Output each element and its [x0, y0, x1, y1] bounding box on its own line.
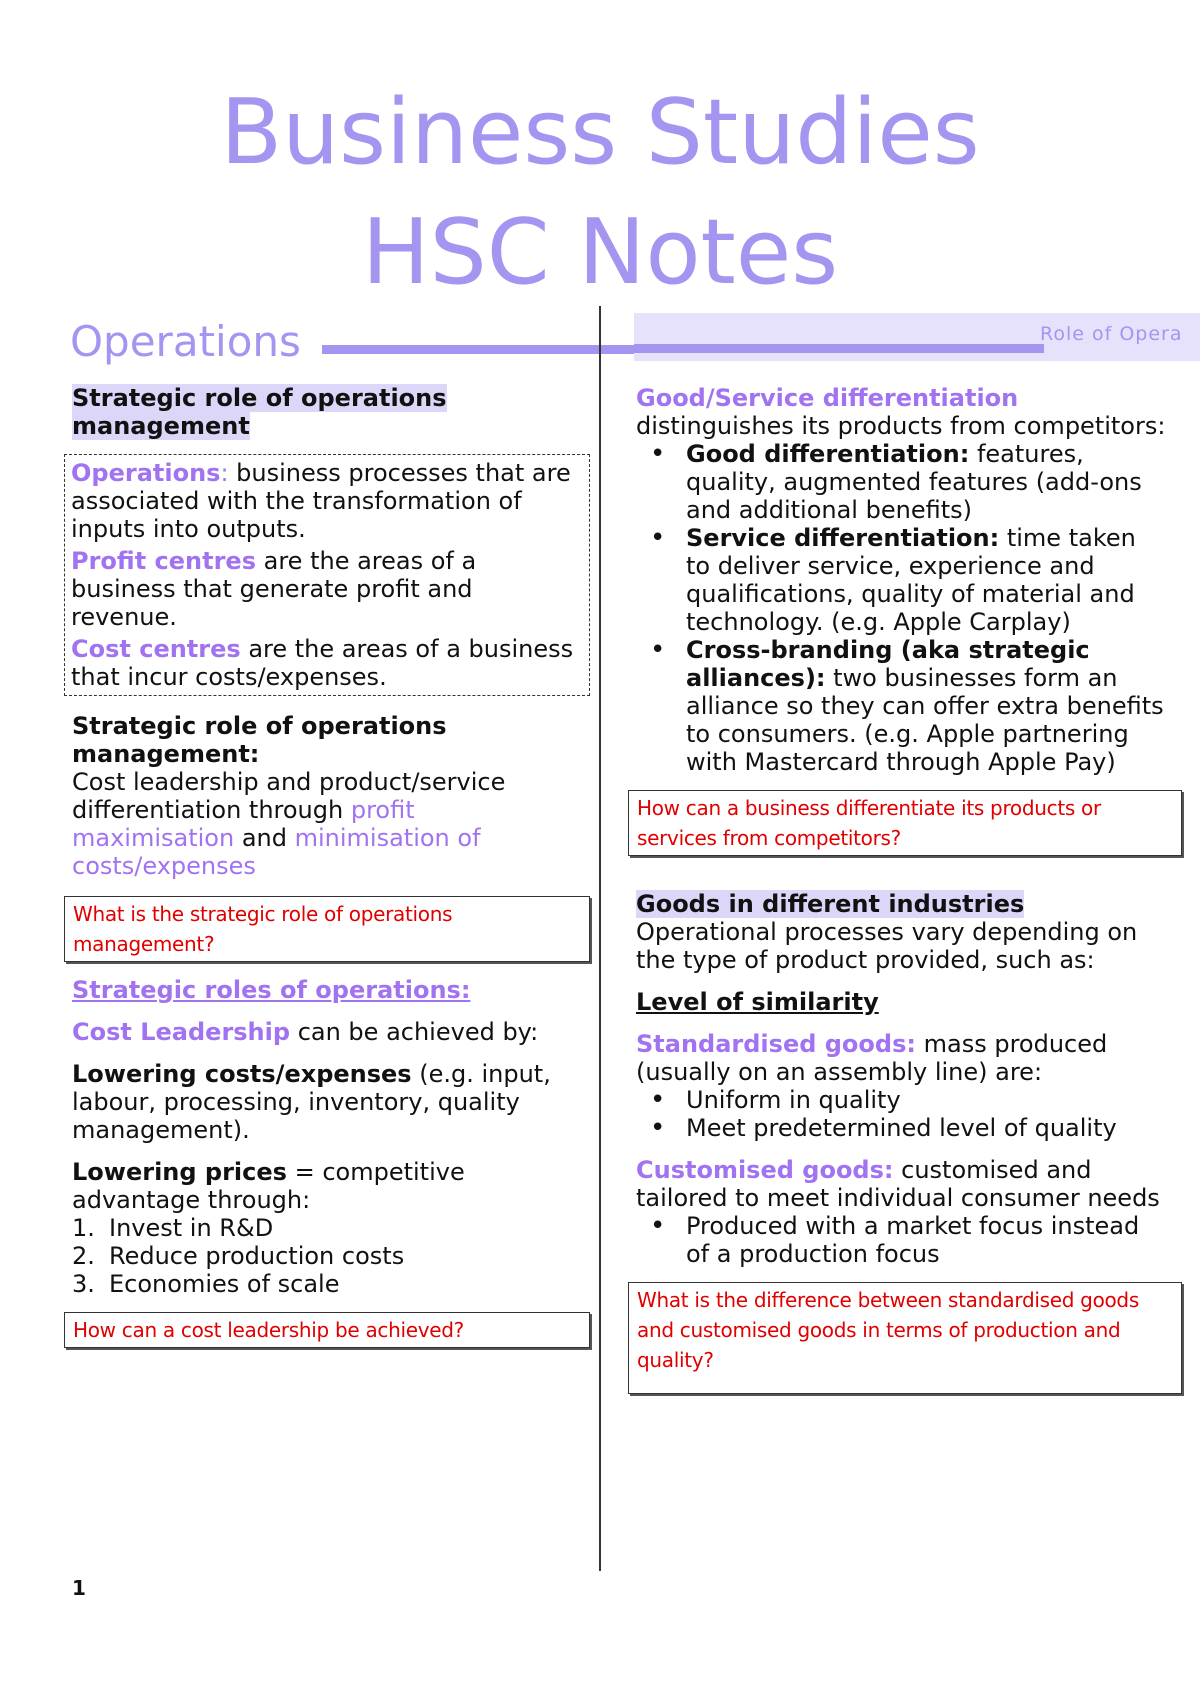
customised-list [636, 1212, 1166, 1268]
section-heading: Operations [70, 317, 301, 366]
paragraph-text: = competitive advantage through: [72, 1158, 465, 1214]
srom-text: Cost leadership and product/service differentiation through [72, 768, 506, 824]
paragraph-text: customised and tailored to meet individual consumer needs [636, 1156, 1160, 1212]
list-item-text: two businesses form an alliance so they can offer extra benefits to consumers. (e.g. Apple partnering with Mastercard through Apple Pay) [686, 664, 1164, 776]
term-cross-branding: Cross-branding (aka strategic alliances): [686, 636, 1090, 692]
srom-term-costs: minimisation of costs/expenses [72, 824, 481, 880]
differentiation-text: distinguishes its products from competitors: [636, 412, 1166, 440]
definition-text: business processes that are associated with the transformation of inputs into outputs. [71, 459, 571, 543]
list-item [72, 1214, 582, 1242]
srom-paragraph [72, 768, 582, 880]
list-item [72, 1242, 582, 1270]
question-box-2: How can a cost leadership be achieved? [64, 1312, 590, 1348]
list-item [636, 524, 1166, 636]
column-divider [599, 306, 601, 1571]
list-number: 3. [72, 1270, 95, 1298]
banner-text: Role of Opera [1040, 323, 1183, 345]
term-lowering-costs: Lowering costs/expenses [72, 1060, 412, 1088]
list-item-text: features, quality, augmented features (add-ons and additional benefits) [686, 440, 1142, 524]
paragraph-text: (e.g. input, labour, processing, inventory, quality management). [72, 1060, 551, 1144]
list-number: 2. [72, 1242, 95, 1270]
lowering-costs-paragraph [72, 1060, 582, 1144]
term-profit-centres: Profit centres [71, 547, 256, 575]
definition-cost-centres [71, 635, 583, 691]
list-item: • Meet predetermined level of quality [636, 1114, 1166, 1142]
definition-text: are the areas of a business that incur costs/expenses. [71, 635, 574, 691]
list-item-text: Invest in R&D [109, 1214, 274, 1242]
list-item-text: time taken to deliver service, experience and qualifications, quality of material and technology. (e.g. Apple Carplay) [686, 524, 1136, 636]
heading-srom: Strategic role of operations management: [72, 712, 447, 768]
question-box-1: What is the strategic role of operations management? [64, 896, 590, 962]
list-number: 1. [72, 1214, 95, 1242]
header-banner [634, 313, 1200, 361]
lowering-prices-paragraph [72, 1158, 582, 1214]
list-item [636, 636, 1166, 776]
list-item [636, 440, 1166, 524]
page-number: 1 [72, 1576, 86, 1600]
standardised-list [636, 1086, 1166, 1142]
banner-rule [634, 344, 1044, 353]
numbered-list [72, 1214, 582, 1298]
question-box-3: How can a business differentiate its products or services from competitors? [628, 790, 1182, 856]
question-box-4: What is the difference between standardised goods and customised goods in terms of production and quality? [628, 1282, 1182, 1394]
list-item: • Produced with a market focus instead of a production focus [636, 1212, 1166, 1268]
heading-goods-industries: Goods in different industries [636, 890, 1025, 918]
goods-text: Operational processes vary depending on the type of product provided, such as: [636, 918, 1138, 974]
term-cost-leadership: Cost Leadership [72, 1018, 291, 1046]
srom-term-profit: profit maximisation [72, 796, 415, 852]
heading-level-of-similarity: Level of similarity [636, 988, 879, 1016]
heading-differentiation: Good/Service differentiation [636, 384, 1019, 412]
document-title-line-1: Business Studies [220, 80, 980, 185]
differentiation-list [636, 440, 1166, 776]
paragraph-text: can be achieved by: [290, 1018, 539, 1046]
document-title-line-2: HSC Notes [361, 200, 839, 305]
term-service-differentiation: Service differentiation: [686, 524, 1000, 552]
section-rule [322, 345, 638, 354]
term-lowering-prices: Lowering prices [72, 1158, 287, 1186]
customised-paragraph [636, 1156, 1166, 1212]
heading-strategic-roles: Strategic roles of operations: [72, 976, 471, 1004]
list-item-text: Reduce production costs [109, 1242, 405, 1270]
definition-text: are the areas of a business that generate profit and revenue. [71, 547, 477, 631]
term-good-differentiation: Good differentiation: [686, 440, 970, 468]
left-column [72, 384, 582, 1348]
definition-profit-centres [71, 547, 583, 631]
term-cost-centres: Cost centres [71, 635, 241, 663]
list-item [72, 1270, 582, 1298]
right-column [636, 384, 1166, 1394]
list-item-text: Economies of scale [109, 1270, 340, 1298]
definitions-box [64, 454, 590, 696]
definition-operations [71, 459, 583, 543]
term-customised-goods: Customised goods: [636, 1156, 894, 1184]
srom-text: and [234, 824, 295, 852]
colon: : [220, 459, 229, 487]
standardised-paragraph [636, 1030, 1166, 1086]
term-operations: Operations [71, 459, 221, 487]
list-item: • Uniform in quality [636, 1086, 1166, 1114]
paragraph-text: mass produced (usually on an assembly line) are: [636, 1030, 1108, 1086]
term-standardised-goods: Standardised goods: [636, 1030, 916, 1058]
heading-strategic-role: Strategic role of operations management [72, 384, 447, 440]
cost-leadership-paragraph [72, 1018, 582, 1046]
